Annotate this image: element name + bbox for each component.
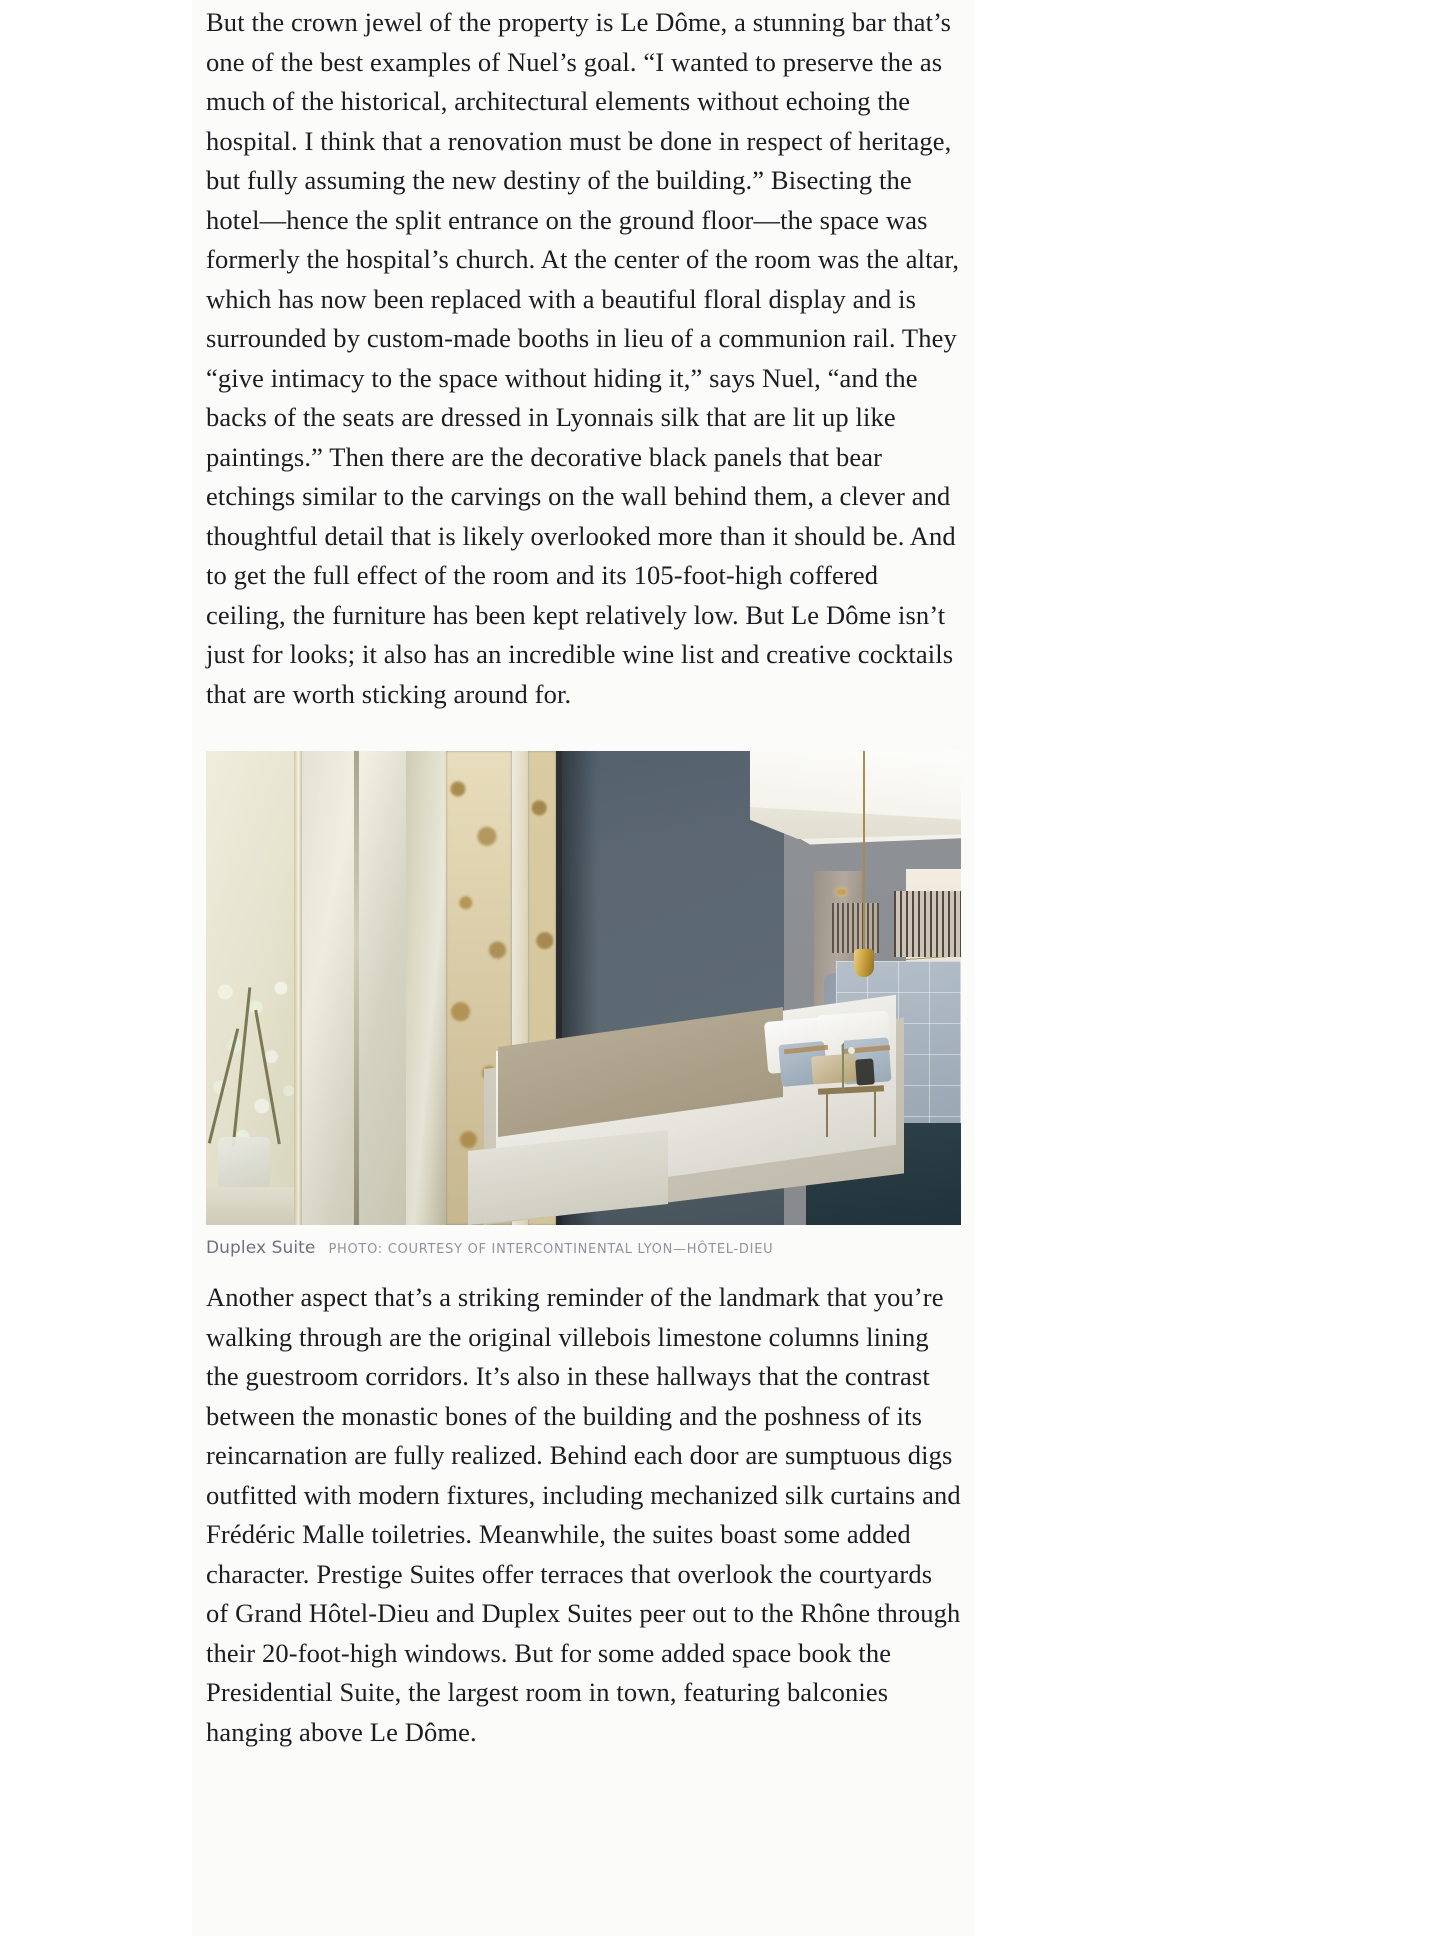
photo-tone-overlay: [206, 751, 961, 1225]
article-paragraph-1: But the crown jewel of the property is Le Dôme, a stunning bar that’s one of the best examples of Nuel’s goal. “I wanted to preserve the as much of the historical, architectural elements without echoing the hospital. I think that a renovation must be done in respect of heritage, but fully assuming the new destiny of the building.” Bisecting the hotel—hence the split entrance on the ground floor—the space was formerly the hospital’s church. At the center of the room was the altar, which has now been replaced with a beautiful floral display and is surrounded by custom-made booths in lieu of a communion rail. They “give intimacy to the space without hiding it,” says Nuel, “and the backs of the seats are dressed in Lyonnais silk that are lit up like paintings.” Then there are the decorative black panels that bear etchings similar to the carvings on the wall behind them, a clever and thoughtful detail that is likely overlooked more than it should be. And to get the full effect of the room and its 105-foot-high coffered ceiling, the furniture has been kept relatively low. But Le Dôme isn’t just for looks; it also has an incredible wine list and creative cocktails that are worth sticking around for.: [206, 7, 960, 709]
duplex-suite-photo: [206, 751, 961, 1225]
article-paragraph-2: Another aspect that’s a striking reminder of the landmark that you’re walking through are the original villebois limestone columns lining the guestroom corridors. It’s also in these hallways that the contrast between the monastic bones of the building and the poshness of its reincarnation are fully realized. Behind each door are sumptuous digs outfitted with modern fixtures, including mechanized silk curtains and Frédéric Malle toiletries. Meanwhile, the suites boast some added character. Prestige Suites offer terraces that overlook the courtyards of Grand Hôtel-Dieu and Duplex Suites peer out to the Rhône through their 20-foot-high windows. But for some added space book the Presidential Suite, the largest room in town, featuring balconies hanging above Le Dôme.: [206, 1282, 961, 1747]
caption-title: Duplex Suite: [206, 1238, 316, 1258]
article-figure: [206, 714, 961, 1258]
figure-caption: [206, 1225, 961, 1258]
article-column: [192, 0, 975, 1936]
caption-credit: PHOTO: COURTESY OF INTERCONTINENTAL LYON—HÔTEL-DIEU: [328, 1242, 774, 1257]
article-content: [192, 0, 975, 1752]
